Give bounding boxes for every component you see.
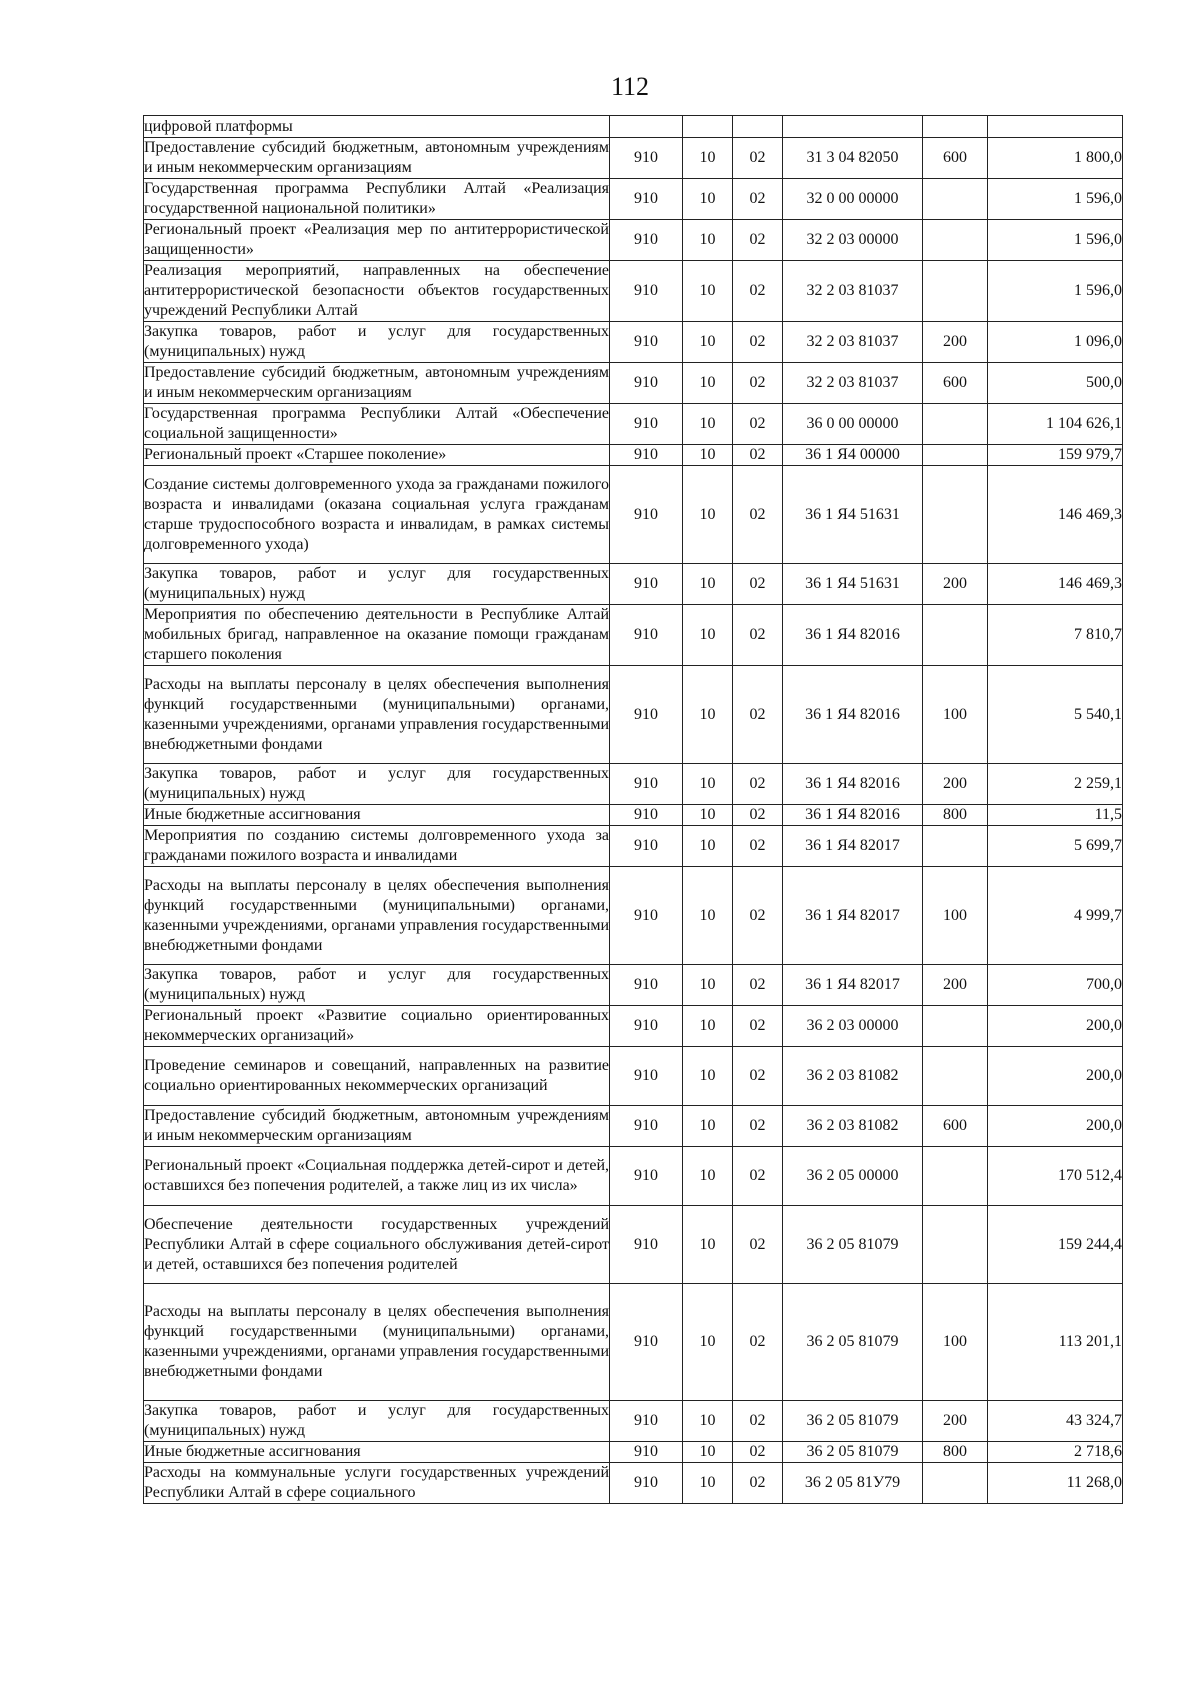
expense-type-cell: 600 bbox=[923, 1106, 988, 1147]
table-row bbox=[144, 363, 1123, 404]
ved-code-cell: 910 bbox=[610, 826, 683, 867]
table-row bbox=[144, 220, 1123, 261]
subsection-code-cell: 02 bbox=[733, 1463, 783, 1504]
target-article-cell bbox=[783, 116, 923, 138]
subsection-code-cell: 02 bbox=[733, 867, 783, 965]
target-article-cell: 36 1 Я4 82016 bbox=[783, 805, 923, 826]
table-row bbox=[144, 1401, 1123, 1442]
table-row bbox=[144, 1206, 1123, 1284]
subsection-code-cell: 02 bbox=[733, 666, 783, 764]
table-row bbox=[144, 322, 1123, 363]
subsection-code-cell: 02 bbox=[733, 965, 783, 1006]
ved-code-cell: 910 bbox=[610, 445, 683, 466]
ved-code-cell: 910 bbox=[610, 666, 683, 764]
amount-cell: 1 596,0 bbox=[988, 179, 1123, 220]
expense-type-cell: 200 bbox=[923, 564, 988, 605]
table-row bbox=[144, 805, 1123, 826]
target-article-cell: 36 2 05 81079 bbox=[783, 1206, 923, 1284]
row-name-cell: Расходы на коммунальные услуги государственных учреждений Республики Алтай в сфере социального bbox=[144, 1463, 610, 1504]
subsection-code-cell: 02 bbox=[733, 564, 783, 605]
row-name-cell: Мероприятия по созданию системы долговременного ухода за гражданами пожилого возраста и инвалидами bbox=[144, 826, 610, 867]
row-name-cell: Региональный проект «Реализация мер по антитеррористической защищенности» bbox=[144, 220, 610, 261]
row-name-cell: Региональный проект «Старшее поколение» bbox=[144, 445, 610, 466]
expense-type-cell bbox=[923, 1147, 988, 1206]
section-code-cell: 10 bbox=[683, 1463, 733, 1504]
table-row bbox=[144, 404, 1123, 445]
expense-type-cell bbox=[923, 605, 988, 666]
table-row bbox=[144, 867, 1123, 965]
subsection-code-cell: 02 bbox=[733, 261, 783, 322]
expense-type-cell: 200 bbox=[923, 1401, 988, 1442]
section-code-cell: 10 bbox=[683, 965, 733, 1006]
expense-type-cell bbox=[923, 1206, 988, 1284]
amount-cell: 170 512,4 bbox=[988, 1147, 1123, 1206]
subsection-code-cell: 02 bbox=[733, 605, 783, 666]
budget-table bbox=[143, 115, 1123, 1504]
target-article-cell: 36 2 03 00000 bbox=[783, 1006, 923, 1047]
expense-type-cell bbox=[923, 1047, 988, 1106]
table-row bbox=[144, 138, 1123, 179]
expense-type-cell: 100 bbox=[923, 867, 988, 965]
table-row bbox=[144, 261, 1123, 322]
table-row bbox=[144, 445, 1123, 466]
subsection-code-cell: 02 bbox=[733, 220, 783, 261]
ved-code-cell: 910 bbox=[610, 1047, 683, 1106]
section-code-cell: 10 bbox=[683, 179, 733, 220]
amount-cell: 146 469,3 bbox=[988, 466, 1123, 564]
table-row bbox=[144, 1284, 1123, 1401]
expense-type-cell: 800 bbox=[923, 805, 988, 826]
section-code-cell: 10 bbox=[683, 1106, 733, 1147]
subsection-code-cell: 02 bbox=[733, 1047, 783, 1106]
amount-cell: 5 540,1 bbox=[988, 666, 1123, 764]
row-name-cell: Государственная программа Республики Алтай «Реализация государственной национальной политики» bbox=[144, 179, 610, 220]
subsection-code-cell: 02 bbox=[733, 445, 783, 466]
row-name-cell: Обеспечение деятельности государственных учреждений Республики Алтай в сфере социального обслуживания детей-сирот и детей, оставшихся без попечения родителей bbox=[144, 1206, 610, 1284]
section-code-cell: 10 bbox=[683, 605, 733, 666]
ved-code-cell: 910 bbox=[610, 363, 683, 404]
section-code-cell: 10 bbox=[683, 867, 733, 965]
row-name-cell: Иные бюджетные ассигнования bbox=[144, 805, 610, 826]
subsection-code-cell: 02 bbox=[733, 1206, 783, 1284]
ved-code-cell: 910 bbox=[610, 466, 683, 564]
target-article-cell: 36 1 Я4 00000 bbox=[783, 445, 923, 466]
section-code-cell: 10 bbox=[683, 261, 733, 322]
row-name-cell: Предоставление субсидий бюджетным, автономным учреждениям и иным некоммерческим организациям bbox=[144, 138, 610, 179]
amount-cell: 113 201,1 bbox=[988, 1284, 1123, 1401]
amount-cell: 5 699,7 bbox=[988, 826, 1123, 867]
amount-cell: 2 259,1 bbox=[988, 764, 1123, 805]
subsection-code-cell: 02 bbox=[733, 1284, 783, 1401]
target-article-cell: 32 2 03 81037 bbox=[783, 261, 923, 322]
ved-code-cell: 910 bbox=[610, 1147, 683, 1206]
section-code-cell bbox=[683, 116, 733, 138]
row-name-cell: Предоставление субсидий бюджетным, автономным учреждениям и иным некоммерческим организациям bbox=[144, 363, 610, 404]
ved-code-cell: 910 bbox=[610, 179, 683, 220]
amount-cell: 700,0 bbox=[988, 965, 1123, 1006]
amount-cell: 146 469,3 bbox=[988, 564, 1123, 605]
section-code-cell: 10 bbox=[683, 404, 733, 445]
amount-cell: 4 999,7 bbox=[988, 867, 1123, 965]
section-code-cell: 10 bbox=[683, 138, 733, 179]
subsection-code-cell: 02 bbox=[733, 826, 783, 867]
target-article-cell: 36 1 Я4 82017 bbox=[783, 826, 923, 867]
subsection-code-cell: 02 bbox=[733, 1006, 783, 1047]
table-row bbox=[144, 1442, 1123, 1463]
section-code-cell: 10 bbox=[683, 1442, 733, 1463]
target-article-cell: 36 0 00 00000 bbox=[783, 404, 923, 445]
ved-code-cell: 910 bbox=[610, 867, 683, 965]
expense-type-cell: 800 bbox=[923, 1442, 988, 1463]
expense-type-cell: 200 bbox=[923, 965, 988, 1006]
row-name-cell: Мероприятия по обеспечению деятельности в Республике Алтай мобильных бригад, направленное на оказание помощи гражданам старшего поколения bbox=[144, 605, 610, 666]
section-code-cell: 10 bbox=[683, 1147, 733, 1206]
row-name-cell: Закупка товаров, работ и услуг для государственных (муниципальных) нужд bbox=[144, 564, 610, 605]
amount-cell bbox=[988, 116, 1123, 138]
subsection-code-cell: 02 bbox=[733, 363, 783, 404]
amount-cell: 43 324,7 bbox=[988, 1401, 1123, 1442]
expense-type-cell bbox=[923, 179, 988, 220]
target-article-cell: 36 1 Я4 82017 bbox=[783, 965, 923, 1006]
ved-code-cell: 910 bbox=[610, 322, 683, 363]
expense-type-cell bbox=[923, 826, 988, 867]
target-article-cell: 36 1 Я4 82016 bbox=[783, 605, 923, 666]
amount-cell: 2 718,6 bbox=[988, 1442, 1123, 1463]
amount-cell: 1 800,0 bbox=[988, 138, 1123, 179]
section-code-cell: 10 bbox=[683, 1006, 733, 1047]
row-name-cell: Расходы на выплаты персоналу в целях обеспечения выполнения функций государственными (муниципальными) органами, казенными учреждениями, органами управления государственными внебюджетными фондами bbox=[144, 666, 610, 764]
target-article-cell: 32 2 03 00000 bbox=[783, 220, 923, 261]
target-article-cell: 31 3 04 82050 bbox=[783, 138, 923, 179]
amount-cell: 200,0 bbox=[988, 1006, 1123, 1047]
subsection-code-cell: 02 bbox=[733, 1401, 783, 1442]
amount-cell: 159 979,7 bbox=[988, 445, 1123, 466]
section-code-cell: 10 bbox=[683, 220, 733, 261]
section-code-cell: 10 bbox=[683, 805, 733, 826]
expense-type-cell: 200 bbox=[923, 764, 988, 805]
ved-code-cell: 910 bbox=[610, 220, 683, 261]
expense-type-cell: 200 bbox=[923, 322, 988, 363]
ved-code-cell: 910 bbox=[610, 1463, 683, 1504]
ved-code-cell: 910 bbox=[610, 1442, 683, 1463]
subsection-code-cell: 02 bbox=[733, 322, 783, 363]
expense-type-cell: 600 bbox=[923, 363, 988, 404]
ved-code-cell: 910 bbox=[610, 605, 683, 666]
expense-type-cell bbox=[923, 404, 988, 445]
amount-cell: 200,0 bbox=[988, 1047, 1123, 1106]
table-row bbox=[144, 564, 1123, 605]
row-name-cell: Расходы на выплаты персоналу в целях обеспечения выполнения функций государственными (муниципальными) органами, казенными учреждениями, органами управления государственными внебюджетными фондами bbox=[144, 1284, 610, 1401]
target-article-cell: 36 1 Я4 82016 bbox=[783, 666, 923, 764]
row-name-cell: Государственная программа Республики Алтай «Обеспечение социальной защищенности» bbox=[144, 404, 610, 445]
amount-cell: 1 096,0 bbox=[988, 322, 1123, 363]
amount-cell: 1 104 626,1 bbox=[988, 404, 1123, 445]
table-row bbox=[144, 605, 1123, 666]
row-name-cell: Проведение семинаров и совещаний, направленных на развитие социально ориентированных некоммерческих организаций bbox=[144, 1047, 610, 1106]
section-code-cell: 10 bbox=[683, 363, 733, 404]
expense-type-cell bbox=[923, 466, 988, 564]
table-row bbox=[144, 1147, 1123, 1206]
section-code-cell: 10 bbox=[683, 666, 733, 764]
amount-cell: 159 244,4 bbox=[988, 1206, 1123, 1284]
target-article-cell: 32 2 03 81037 bbox=[783, 322, 923, 363]
row-name-cell: Закупка товаров, работ и услуг для государственных (муниципальных) нужд bbox=[144, 322, 610, 363]
subsection-code-cell: 02 bbox=[733, 1442, 783, 1463]
table-row bbox=[144, 826, 1123, 867]
table-row bbox=[144, 1006, 1123, 1047]
target-article-cell: 36 1 Я4 51631 bbox=[783, 466, 923, 564]
target-article-cell: 36 2 05 81079 bbox=[783, 1401, 923, 1442]
row-name-cell: Закупка товаров, работ и услуг для государственных (муниципальных) нужд bbox=[144, 965, 610, 1006]
amount-cell: 7 810,7 bbox=[988, 605, 1123, 666]
expense-type-cell bbox=[923, 1006, 988, 1047]
row-name-cell: Региональный проект «Развитие социально ориентированных некоммерческих организаций» bbox=[144, 1006, 610, 1047]
ved-code-cell: 910 bbox=[610, 564, 683, 605]
subsection-code-cell: 02 bbox=[733, 138, 783, 179]
expense-type-cell bbox=[923, 116, 988, 138]
ved-code-cell: 910 bbox=[610, 1106, 683, 1147]
amount-cell: 1 596,0 bbox=[988, 261, 1123, 322]
row-name-cell: Предоставление субсидий бюджетным, автономным учреждениям и иным некоммерческим организациям bbox=[144, 1106, 610, 1147]
section-code-cell: 10 bbox=[683, 1206, 733, 1284]
row-name-cell: Закупка товаров, работ и услуг для государственных (муниципальных) нужд bbox=[144, 1401, 610, 1442]
target-article-cell: 36 1 Я4 51631 bbox=[783, 564, 923, 605]
ved-code-cell: 910 bbox=[610, 1006, 683, 1047]
subsection-code-cell bbox=[733, 116, 783, 138]
target-article-cell: 36 2 05 81079 bbox=[783, 1442, 923, 1463]
subsection-code-cell: 02 bbox=[733, 179, 783, 220]
table-row bbox=[144, 179, 1123, 220]
target-article-cell: 36 1 Я4 82016 bbox=[783, 764, 923, 805]
section-code-cell: 10 bbox=[683, 826, 733, 867]
section-code-cell: 10 bbox=[683, 1284, 733, 1401]
amount-cell: 1 596,0 bbox=[988, 220, 1123, 261]
target-article-cell: 32 0 00 00000 bbox=[783, 179, 923, 220]
row-name-cell: Региональный проект «Социальная поддержка детей-сирот и детей, оставшихся без попечения родителей, а также лиц из их числа» bbox=[144, 1147, 610, 1206]
amount-cell: 11 268,0 bbox=[988, 1463, 1123, 1504]
expense-type-cell bbox=[923, 261, 988, 322]
row-name-cell: Создание системы долговременного ухода за гражданами пожилого возраста и инвалидами (оказана социальная услуга гражданам старше трудоспособного возраста и инвалидам, в рамках системы долговременного ухода) bbox=[144, 466, 610, 564]
target-article-cell: 36 1 Я4 82017 bbox=[783, 867, 923, 965]
ved-code-cell: 910 bbox=[610, 404, 683, 445]
subsection-code-cell: 02 bbox=[733, 1106, 783, 1147]
target-article-cell: 36 2 03 81082 bbox=[783, 1047, 923, 1106]
section-code-cell: 10 bbox=[683, 564, 733, 605]
ved-code-cell: 910 bbox=[610, 1401, 683, 1442]
page-number: 112 bbox=[610, 72, 650, 101]
row-name-cell: Закупка товаров, работ и услуг для государственных (муниципальных) нужд bbox=[144, 764, 610, 805]
row-name-cell: Иные бюджетные ассигнования bbox=[144, 1442, 610, 1463]
ved-code-cell bbox=[610, 116, 683, 138]
target-article-cell: 36 2 05 00000 bbox=[783, 1147, 923, 1206]
table-row bbox=[144, 116, 1123, 138]
table-row bbox=[144, 965, 1123, 1006]
ved-code-cell: 910 bbox=[610, 1206, 683, 1284]
subsection-code-cell: 02 bbox=[733, 805, 783, 826]
ved-code-cell: 910 bbox=[610, 764, 683, 805]
target-article-cell: 32 2 03 81037 bbox=[783, 363, 923, 404]
amount-cell: 11,5 bbox=[988, 805, 1123, 826]
expense-type-cell: 100 bbox=[923, 1284, 988, 1401]
table-row bbox=[144, 1463, 1123, 1504]
ved-code-cell: 910 bbox=[610, 261, 683, 322]
expense-type-cell bbox=[923, 1463, 988, 1504]
table-body bbox=[144, 116, 1123, 1504]
section-code-cell: 10 bbox=[683, 322, 733, 363]
table-row bbox=[144, 466, 1123, 564]
subsection-code-cell: 02 bbox=[733, 404, 783, 445]
table-row bbox=[144, 1106, 1123, 1147]
table-row bbox=[144, 764, 1123, 805]
expense-type-cell: 600 bbox=[923, 138, 988, 179]
table-row bbox=[144, 1047, 1123, 1106]
row-name-cell: Расходы на выплаты персоналу в целях обеспечения выполнения функций государственными (муниципальными) органами, казенными учреждениями, органами управления государственными внебюджетными фондами bbox=[144, 867, 610, 965]
expense-type-cell bbox=[923, 220, 988, 261]
expense-type-cell: 100 bbox=[923, 666, 988, 764]
amount-cell: 200,0 bbox=[988, 1106, 1123, 1147]
section-code-cell: 10 bbox=[683, 1047, 733, 1106]
subsection-code-cell: 02 bbox=[733, 466, 783, 564]
target-article-cell: 36 2 03 81082 bbox=[783, 1106, 923, 1147]
expense-type-cell bbox=[923, 445, 988, 466]
ved-code-cell: 910 bbox=[610, 1284, 683, 1401]
section-code-cell: 10 bbox=[683, 466, 733, 564]
subsection-code-cell: 02 bbox=[733, 764, 783, 805]
target-article-cell: 36 2 05 81079 bbox=[783, 1284, 923, 1401]
table-row bbox=[144, 666, 1123, 764]
ved-code-cell: 910 bbox=[610, 138, 683, 179]
subsection-code-cell: 02 bbox=[733, 1147, 783, 1206]
row-name-cell: Реализация мероприятий, направленных на обеспечение антитеррористической безопасности объектов государственных учреждений Республики Алтай bbox=[144, 261, 610, 322]
ved-code-cell: 910 bbox=[610, 965, 683, 1006]
section-code-cell: 10 bbox=[683, 445, 733, 466]
target-article-cell: 36 2 05 81У79 bbox=[783, 1463, 923, 1504]
ved-code-cell: 910 bbox=[610, 805, 683, 826]
row-name-cell: цифровой платформы bbox=[144, 116, 610, 138]
amount-cell: 500,0 bbox=[988, 363, 1123, 404]
section-code-cell: 10 bbox=[683, 764, 733, 805]
section-code-cell: 10 bbox=[683, 1401, 733, 1442]
